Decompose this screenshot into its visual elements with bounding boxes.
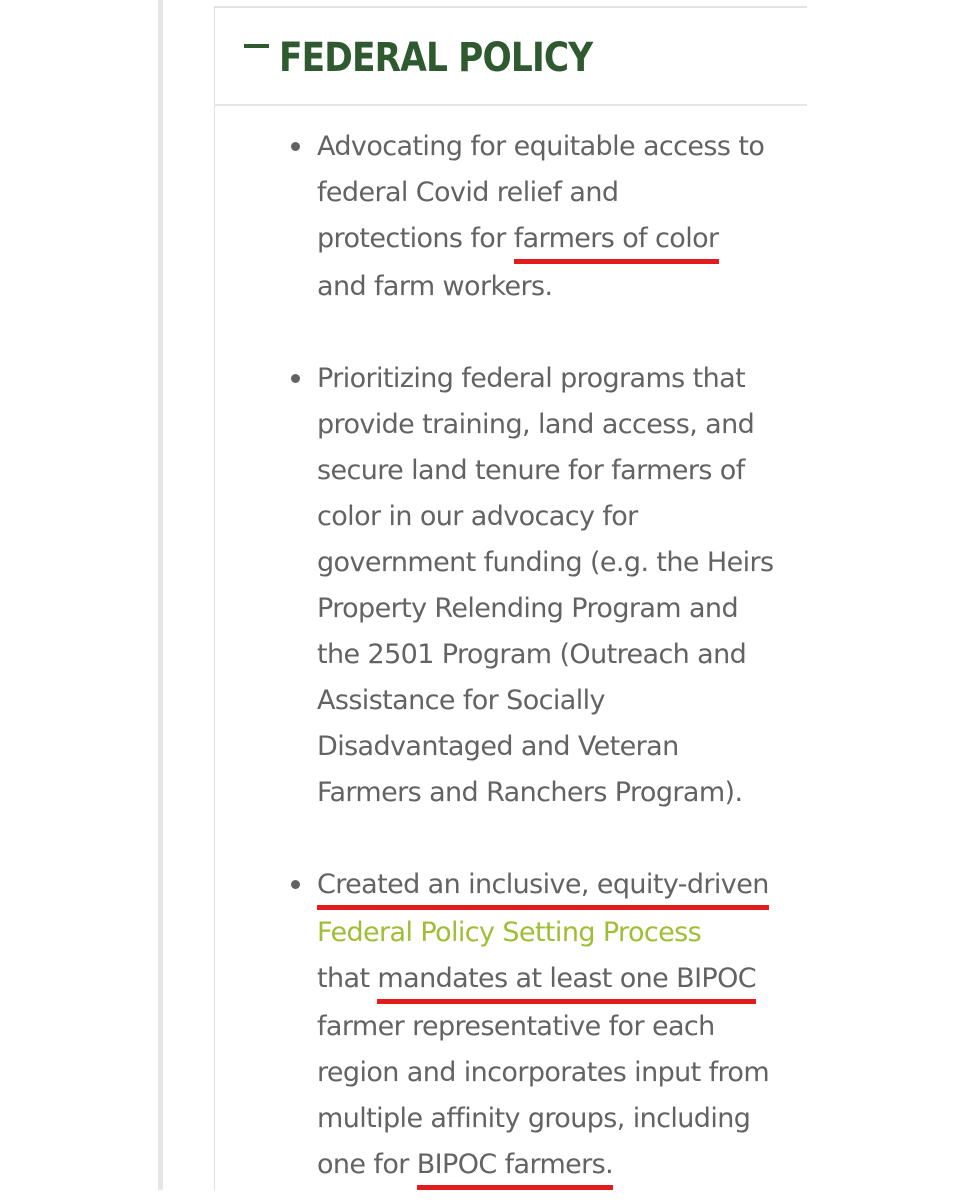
underlined-phrase: farmers of color	[514, 219, 719, 264]
policy-process-link[interactable]: Federal Policy Setting Process	[317, 917, 702, 948]
text-fragment: one for	[317, 1149, 417, 1180]
bullet-icon	[291, 142, 300, 151]
text-line: provide training, land access, and	[317, 409, 755, 440]
text-line: Farmers and Ranchers Program).	[317, 777, 743, 808]
text-line: Disadvantaged and Veteran	[317, 731, 679, 762]
text-line: the 2501 Program (Outreach and	[317, 639, 747, 670]
text-line	[317, 1142, 801, 1190]
text-line: federal Covid relief and	[317, 177, 619, 208]
section-title: FEDERAL POLICY	[279, 35, 593, 81]
text-fragment: protections for	[317, 223, 514, 254]
text-line: government funding (e.g. the Heirs	[317, 547, 774, 578]
text-line: and farm workers.	[317, 271, 553, 302]
underlined-phrase: mandates at least one BIPOC	[377, 959, 756, 1004]
text-line: color in our advocacy for	[317, 501, 638, 532]
list-item	[215, 862, 807, 1190]
text-line: region and incorporates input from	[317, 1057, 770, 1088]
text-line: farmer representative for each	[317, 1011, 715, 1042]
underlined-phrase: BIPOC farmers.	[417, 1145, 613, 1190]
text-line: Advocating for equitable access to	[317, 131, 765, 162]
page-left-border	[158, 0, 163, 1190]
bullet-icon	[291, 374, 300, 383]
bullet-icon	[291, 880, 300, 889]
text-line	[317, 956, 801, 1004]
underlined-phrase: Created an inclusive, equity-driven	[317, 865, 769, 910]
text-line: Property Relending Program and	[317, 593, 738, 624]
text-fragment: that	[317, 963, 378, 994]
text-line: multiple affinity groups, including	[317, 1103, 751, 1134]
minus-icon[interactable]	[244, 44, 269, 48]
list-item	[215, 356, 807, 816]
text-line: Assistance for Socially	[317, 685, 605, 716]
accordion-panel-federal-policy	[214, 6, 807, 1190]
accordion-header[interactable]	[215, 6, 807, 106]
text-line	[317, 216, 801, 264]
text-line: secure land tenure for farmers of	[317, 455, 745, 486]
policy-bullet-list	[215, 124, 807, 1190]
list-item	[215, 124, 807, 310]
text-line: Prioritizing federal programs that	[317, 363, 746, 394]
text-line	[317, 862, 801, 910]
